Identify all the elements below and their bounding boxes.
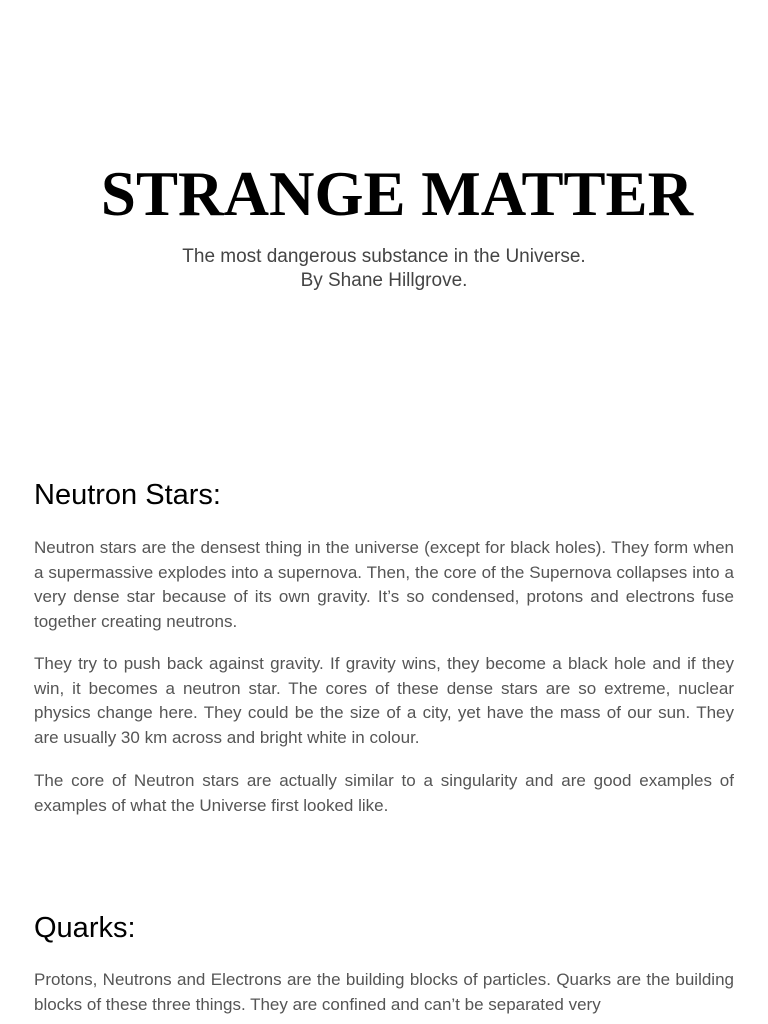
paragraph: The core of Neutron stars are actually similar to a singularity and are good examples of examples of what the Universe first looked like.: [34, 771, 734, 815]
document-author: By Shane Hillgrove.: [300, 270, 468, 291]
document-title: STRANGE MATTER: [100, 159, 694, 229]
section-heading-quarks: Quarks:: [34, 912, 136, 944]
document-subtitle: The most dangerous substance in the Universe.: [182, 246, 586, 267]
section-heading-neutron-stars: Neutron Stars:: [34, 479, 221, 511]
paragraph: They try to push back against gravity. If gravity wins, they become a black hole and if they win, it becomes a neutron star. The cores of these dense stars are so extreme, nuclear physics change here. They could be the size of a city, yet have the mass of our sun. They are usually 30 km across and bright white in colour.: [34, 654, 734, 747]
paragraph: Protons, Neutrons and Electrons are the building blocks of particles. Quarks are the building blocks of these three things. They are confined and can’t be separated very: [34, 970, 734, 1014]
paragraph: Neutron stars are the densest thing in the universe (except for black holes). They form when a supermassive explodes into a supernova. Then, the core of the Supernova collapses into a very dense star because of its own gravity. It’s so condensed, protons and electrons fuse together creating neutrons.: [34, 538, 734, 631]
